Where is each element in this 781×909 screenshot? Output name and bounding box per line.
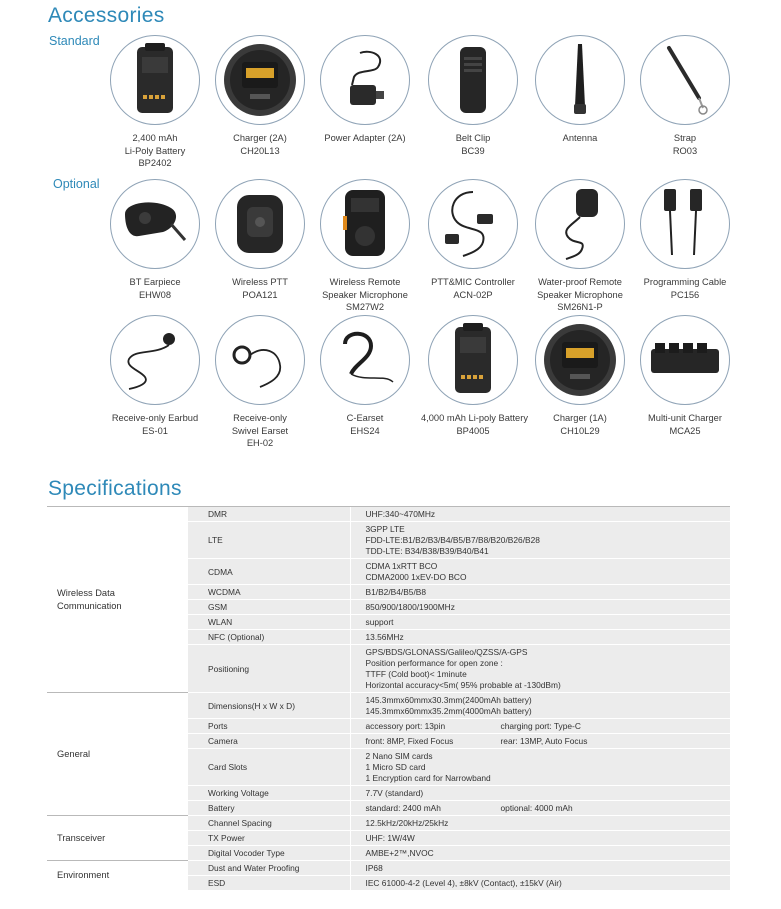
spec-label: Channel Spacing [188,816,350,831]
standard-label: Standard [49,34,100,48]
accessory-caption-line: ES-01 [142,425,168,436]
spec-category: Environment [47,861,188,891]
accessory-caption-line: CH10L29 [560,425,600,436]
accessory-caption [633,132,737,157]
spec-value: 3GPP LTE FDD-LTE:B1/B2/B3/B4/B5/B7/B8/B20/B26/B28 TDD-LTE: B34/B38/B39/B40/B41 [350,522,730,559]
accessory-caption-line: Speaker Microphone [537,289,623,300]
accessory-caption [528,132,632,145]
specifications-table [47,506,730,891]
spec-row [47,816,730,831]
accessory-item [103,315,207,437]
accessory-caption-line: Wireless Remote [329,277,401,287]
accessory-item [313,315,417,437]
accessory-item [633,315,737,437]
accessory-caption [313,276,417,314]
accessory-caption [421,276,525,301]
accessory-caption [528,412,632,437]
accessory-item [633,179,737,301]
accessory-caption-line: SM27W2 [345,302,385,312]
accessory-item [528,35,632,145]
spec-value: UHF:340~470MHz [350,507,730,522]
accessory-caption-line: CH20L13 [240,145,280,156]
spec-label: WLAN [188,615,350,630]
spec-value: 145.3mmx60mmx30.3mm(2400mAh battery) 145.3mmx60mmx35.2mm(4000mAh battery) [350,693,730,719]
spec-value: 12.5kHz/20kHz/25kHz [350,816,730,831]
spec-value: B1/B2/B4/B5/B8 [350,585,730,600]
accessory-caption [103,132,207,170]
accessory-caption-line: Charger (2A) [233,133,287,143]
spec-label: Working Voltage [188,786,350,801]
accessory-caption-line: Wireless PTT [232,277,288,287]
wireless-speaker-mic-icon [320,179,410,269]
accessory-item [313,35,417,145]
spec-value: accessory port: 13pin charging port: Type-C [350,719,730,734]
accessory-caption-line: POA121 [242,289,278,300]
accessory-caption [313,412,417,437]
accessory-caption-line: C-Earset [346,413,384,423]
accessory-caption-line: PC156 [670,289,700,300]
power-adapter-icon [320,35,410,125]
spec-row [47,507,730,522]
accessory-caption-line: BT Earpiece [129,277,181,287]
spec-label: NFC (Optional) [188,630,350,645]
accessory-caption [528,276,632,314]
spec-label: Dust and Water Proofing [188,861,350,876]
accessory-caption-line: Antenna [562,133,598,143]
accessory-caption-line: 4,000 mAh Li-poly Battery [421,413,528,423]
ptt-controller-icon [428,179,518,269]
accessory-caption-line: Li-Poly Battery [124,145,186,156]
accessory-item [421,179,525,301]
spec-label: TX Power [188,831,350,846]
spec-label: Ports [188,719,350,734]
spec-value: support [350,615,730,630]
accessory-item [313,179,417,314]
accessory-caption [103,276,207,301]
spec-value: CDMA 1xRTT BCO CDMA2000 1xEV-DO BCO [350,559,730,585]
spec-value: GPS/BDS/GLONASS/Galileo/QZSS/A-GPS Position performance for open zone : TTFF (Cold boot)< 1minute Horizontal accuracy<5m( 95% probable at -130dBm) [350,645,730,693]
accessory-caption [633,412,737,437]
spec-label: Camera [188,734,350,749]
spec-label: GSM [188,600,350,615]
accessory-caption-line: EH-02 [246,438,274,448]
spec-value: 2 Nano SIM cards 1 Micro SD card 1 Encryption card for Narrowband [350,749,730,786]
spec-label: Positioning [188,645,350,693]
accessory-caption [208,276,312,301]
accessory-caption [103,412,207,437]
specifications-title: Specifications [48,477,182,500]
spec-value: 13.56MHz [350,630,730,645]
accessory-caption-line: Strap [673,133,697,143]
spec-row [47,861,730,876]
spec-label: WCDMA [188,585,350,600]
spec-category: Wireless Data Communication [47,507,188,693]
antenna-icon [535,35,625,125]
accessory-caption-line: BP4005 [456,425,490,436]
accessory-caption-line: BP2402 [138,158,172,168]
spec-label: Battery [188,801,350,816]
accessory-item [208,35,312,157]
accessory-caption-line: MCA25 [669,425,701,436]
spec-label: ESD [188,876,350,891]
accessory-caption-line: Receive-only Earbud [111,413,199,423]
accessory-caption [208,412,312,450]
accessory-caption-line: EHW08 [138,289,172,300]
accessory-item [528,315,632,437]
accessory-caption-line: Water-proof Remote [538,277,622,287]
accessory-caption [421,412,528,437]
spec-value: 7.7V (standard) [350,786,730,801]
battery-icon [110,35,200,125]
spec-category: General [47,693,188,816]
accessory-item [208,315,312,450]
accessory-caption-line: Belt Clip [455,133,491,143]
accessory-caption-line: Swivel Earset [231,425,289,436]
accessory-caption-line: PTT&MIC Controller [431,277,515,287]
accessory-caption-line: Power Adapter (2A) [324,133,406,143]
accessory-item [208,179,312,301]
spec-value: 850/900/1800/1900MHz [350,600,730,615]
strap-icon [640,35,730,125]
belt-clip-icon [428,35,518,125]
accessory-caption-line: Speaker Microphone [322,289,408,300]
accessory-item [103,35,207,170]
earpiece-icon [110,179,200,269]
multi-charger-icon [640,315,730,405]
spec-value: AMBE+2™,NVOC [350,846,730,861]
spec-label: CDMA [188,559,350,585]
accessory-item [421,315,528,437]
spec-label: Dimensions(H x W x D) [188,693,350,719]
spec-value: IEC 61000-4-2 (Level 4), ±8kV (Contact), ±15kV (Air) [350,876,730,891]
accessory-caption-line: SM26N1-P [557,302,603,312]
spec-category: Transceiver [47,816,188,861]
accessory-item [103,179,207,301]
spec-label: Digital Vocoder Type [188,846,350,861]
battery-icon [428,315,518,405]
accessory-caption-line: EHS24 [350,425,380,436]
accessory-caption [208,132,312,157]
spec-row [47,693,730,719]
accessory-caption-line: Multi-unit Charger [648,413,722,423]
accessory-caption [313,132,417,145]
accessory-caption-line: Programming Cable [643,277,727,287]
accessory-caption-line: Receive-only [233,413,287,423]
spec-value: IP68 [350,861,730,876]
spec-value: UHF: 1W/4W [350,831,730,846]
wireless-ptt-icon [215,179,305,269]
earbud-icon [110,315,200,405]
accessory-caption-line: Charger (1A) [553,413,607,423]
c-earset-icon [320,315,410,405]
accessory-caption-line: RO03 [672,145,698,156]
spec-label: Card Slots [188,749,350,786]
accessory-caption [421,132,525,157]
accessory-caption-line: 2,400 mAh [132,133,178,143]
swivel-earset-icon [215,315,305,405]
charger-icon [215,35,305,125]
optional-label: Optional [53,177,100,191]
spec-value: standard: 2400 mAh optional: 4000 mAh [350,801,730,816]
spec-label: LTE [188,522,350,559]
accessory-caption-line: ACN-02P [453,289,493,300]
speaker-mic-icon [535,179,625,269]
charger-icon [535,315,625,405]
accessory-caption-line: BC39 [461,145,485,156]
spec-value: front: 8MP, Fixed Focus rear: 13MP, Auto Focus [350,734,730,749]
accessory-item [421,35,525,157]
accessory-item [633,35,737,157]
accessory-caption [633,276,737,301]
spec-label: DMR [188,507,350,522]
programming-cable-icon [640,179,730,269]
accessory-item [528,179,632,314]
accessories-title: Accessories [48,4,165,27]
